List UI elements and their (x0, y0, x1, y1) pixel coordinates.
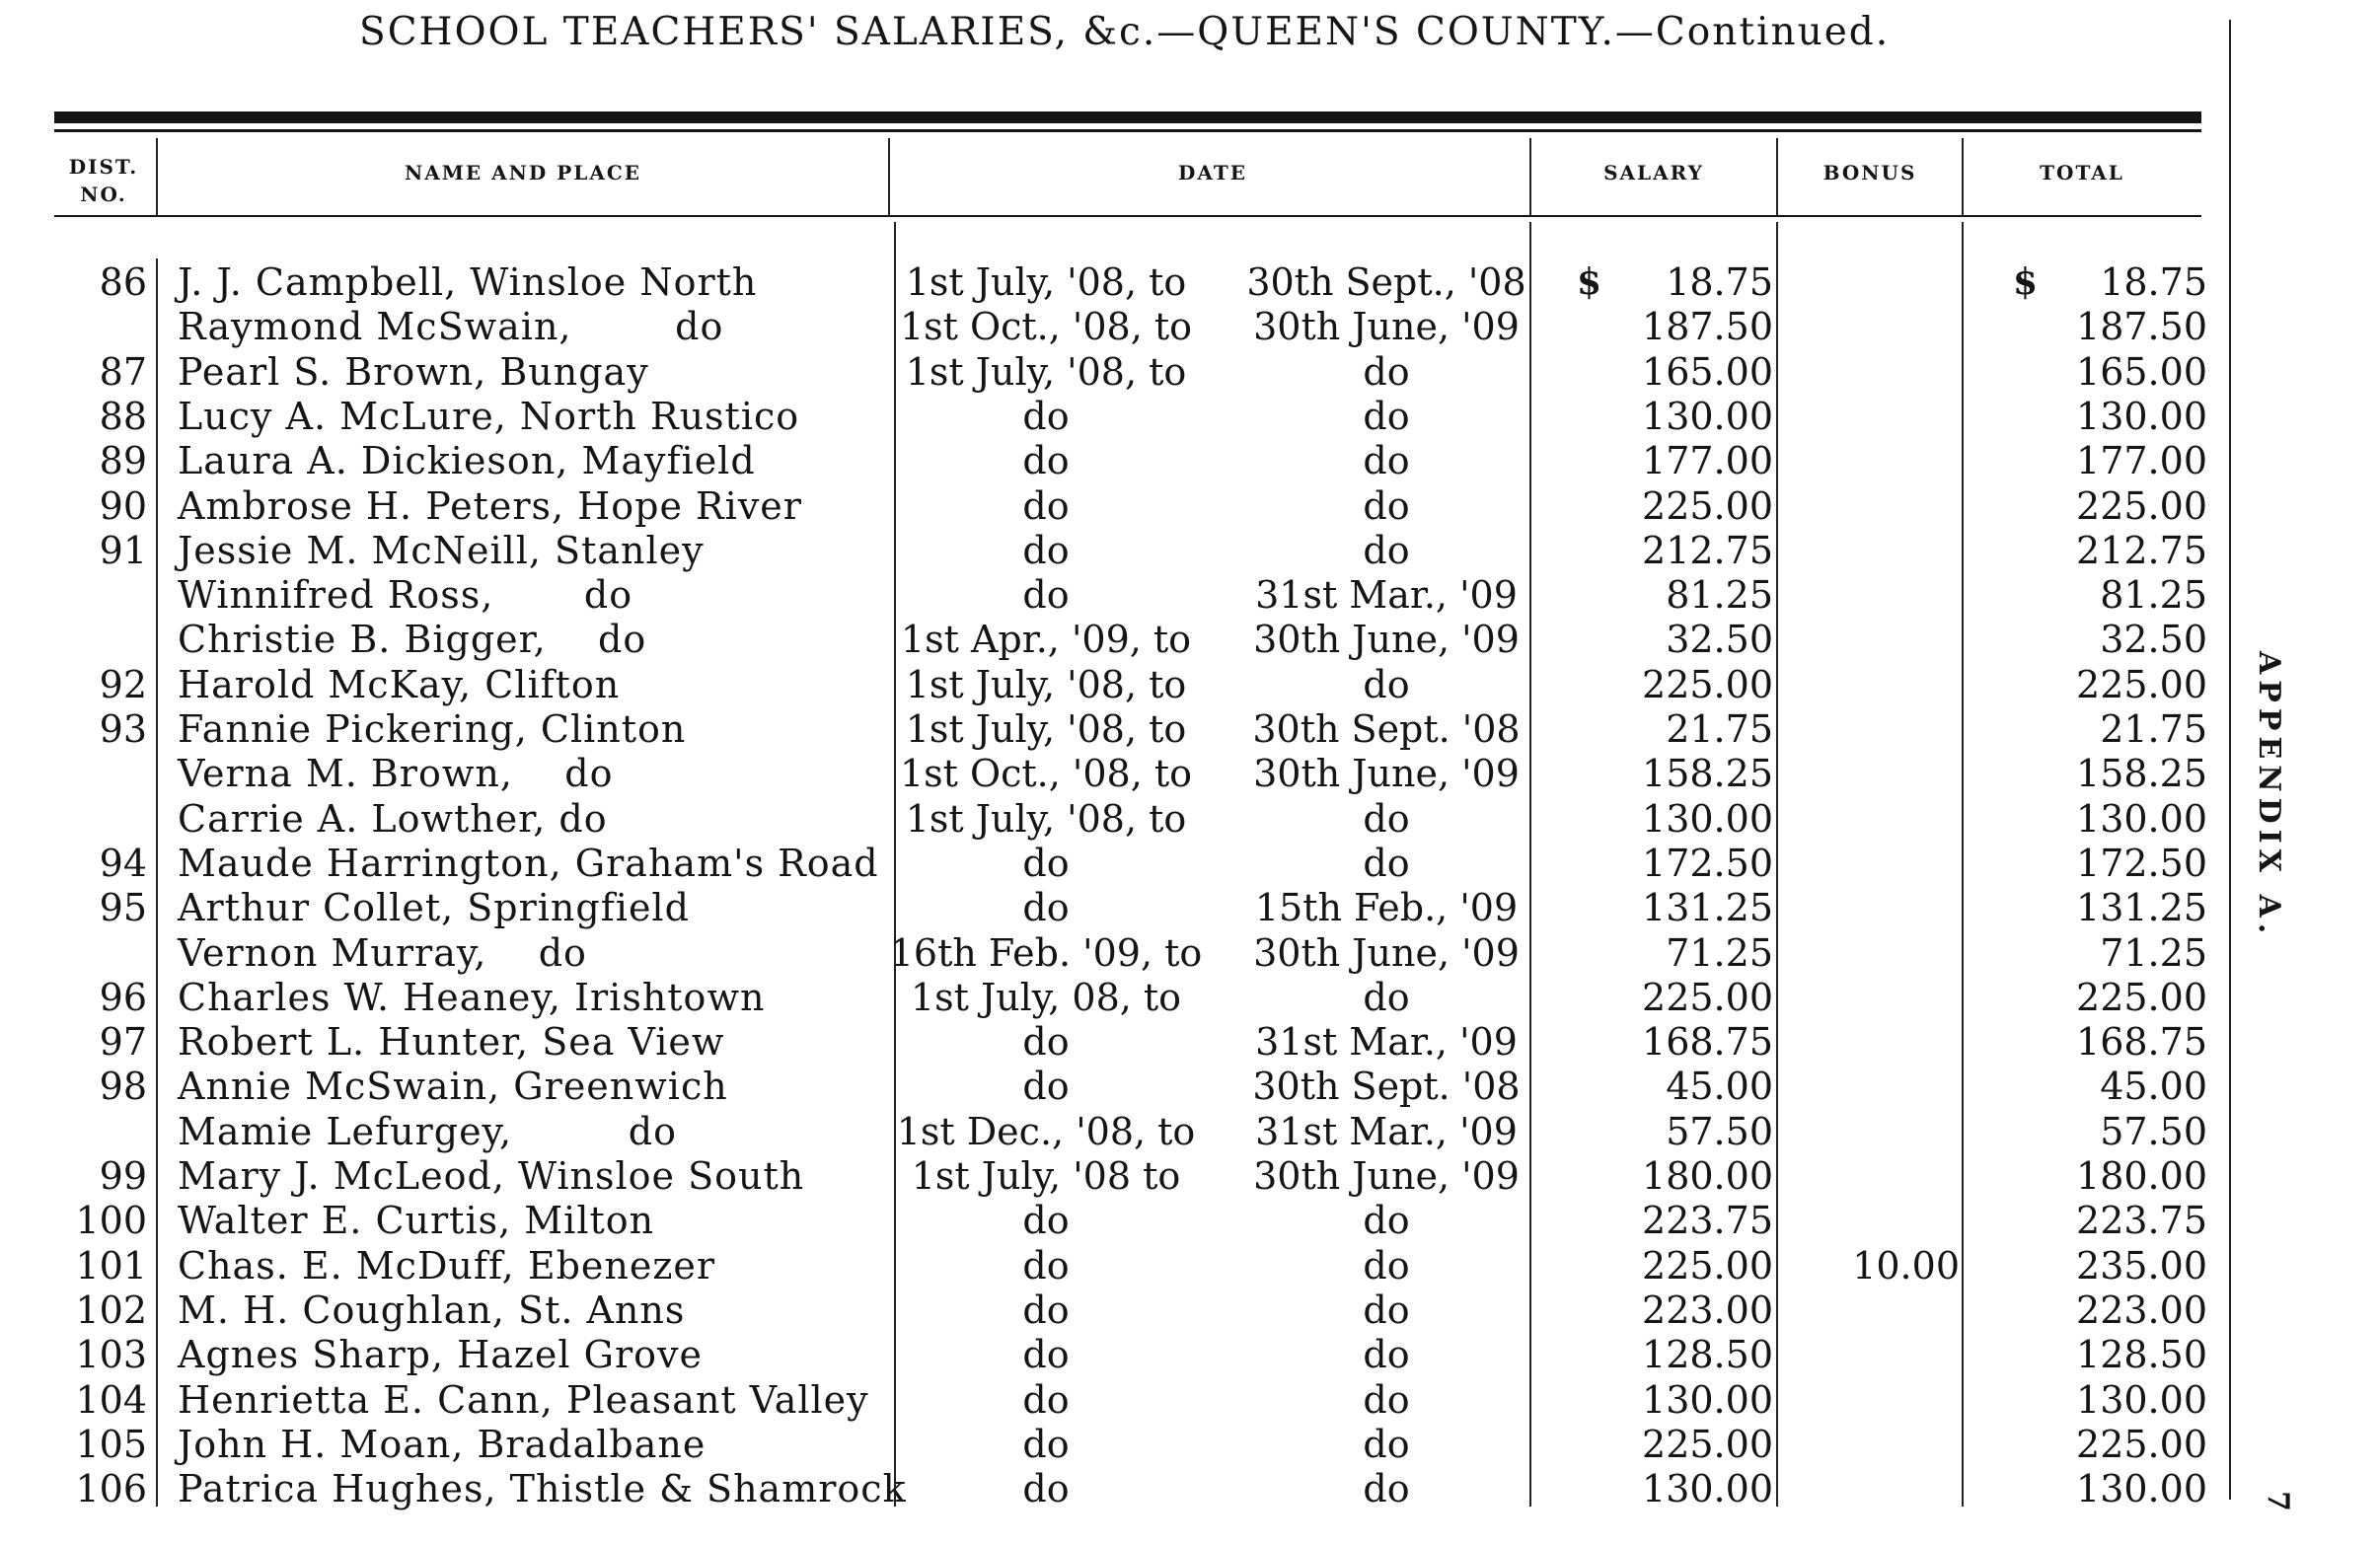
total-amount: 158.25 (2076, 752, 2207, 796)
teacher-name-place: Henrietta E. Cann, Pleasant Valley (178, 1377, 869, 1422)
total-amount: 223.75 (2076, 1199, 2207, 1243)
table-row (0, 752, 2210, 796)
total-amount: 45.00 (2100, 1065, 2207, 1109)
date-from: 1st July, '08 to (911, 1154, 1181, 1198)
teacher-name-place: Lucy A. McLure, North Rustico (178, 394, 800, 438)
dist-number (54, 1110, 147, 1154)
date-from: do (1022, 1020, 1070, 1065)
salary-amount: 225.00 (1642, 1422, 1773, 1466)
header-thick-rule (54, 111, 2201, 123)
table-row (0, 931, 2210, 976)
bonus-amount (1776, 1333, 1960, 1377)
teacher-name-place: J. J. Campbell, Winsloe North (178, 260, 758, 304)
total-amount: 225.00 (2076, 975, 2207, 1019)
table-row (0, 1467, 2210, 1511)
salary-amount: 130.00 (1642, 1467, 1773, 1511)
bonus-amount (1776, 1288, 1960, 1333)
date-to: do (1363, 528, 1410, 572)
table-row (0, 395, 2210, 439)
bonus-amount (1776, 1378, 1960, 1423)
total-amount: 177.00 (2076, 439, 2207, 483)
date-to: do (1363, 1377, 1410, 1422)
header-total: TOTAL (2040, 161, 2124, 184)
date-from: 1st Dec., '08, to (896, 1109, 1196, 1153)
dist-number: 89 (99, 439, 147, 483)
table-row (0, 663, 2210, 707)
teacher-name-place: Christie B. Bigger, do (178, 618, 647, 662)
dist-number: 88 (99, 394, 147, 438)
header-no-label: NO. (80, 183, 127, 206)
total-amount: 172.50 (2076, 841, 2207, 885)
salary-amount: 18.75 (1666, 260, 1773, 304)
table-row (0, 1288, 2210, 1333)
teacher-name-place: Patrica Hughes, Thistle & Shamrock (178, 1467, 907, 1511)
total-amount: 130.00 (2076, 394, 2207, 438)
table-row (0, 350, 2210, 395)
teacher-name-place: Raymond McSwain, do (178, 305, 724, 349)
bonus-amount (1776, 1020, 1960, 1065)
date-to: do (1363, 1333, 1410, 1377)
bonus-amount (1776, 350, 1960, 395)
total-amount: 131.25 (2076, 886, 2207, 930)
total-amount: 21.75 (2100, 707, 2207, 751)
dist-number (54, 618, 147, 662)
total-currency-symbol: $ (2013, 261, 2039, 303)
dist-number: 86 (99, 260, 147, 304)
salary-amount: 223.75 (1642, 1199, 1773, 1243)
table-row (0, 618, 2210, 662)
dist-number: 106 (75, 1467, 147, 1511)
table-row (0, 707, 2210, 752)
dist-number (54, 305, 147, 349)
dist-number: 94 (99, 841, 147, 885)
date-to: 31st Mar., '09 (1255, 1020, 1518, 1065)
dist-number: 90 (99, 483, 147, 528)
teacher-name-place: Charles W. Heaney, Irishtown (178, 975, 766, 1019)
bonus-amount (1776, 886, 1960, 930)
table-row (0, 1378, 2210, 1423)
total-amount: 235.00 (2076, 1243, 2207, 1288)
total-amount: 128.50 (2076, 1333, 2207, 1377)
salary-amount: 45.00 (1666, 1065, 1773, 1109)
table-row (0, 797, 2210, 842)
dist-number: 103 (75, 1333, 147, 1377)
salary-amount: 172.50 (1642, 841, 1773, 885)
table-row (0, 305, 2210, 349)
teacher-name-place: Walter E. Curtis, Milton (178, 1199, 655, 1243)
salary-amount: 32.50 (1666, 618, 1773, 662)
date-to: 30th June, '09 (1253, 618, 1520, 662)
bonus-amount (1776, 1199, 1960, 1243)
date-from: 1st July, '08, to (905, 796, 1187, 841)
dist-number: 87 (99, 349, 147, 394)
bonus-amount (1776, 484, 1960, 529)
date-to: do (1363, 483, 1410, 528)
total-amount: 225.00 (2076, 1422, 2207, 1466)
date-from: 1st Oct., '08, to (899, 752, 1193, 796)
salary-amount: 187.50 (1642, 305, 1773, 349)
bonus-amount (1776, 395, 1960, 439)
salary-amount: 130.00 (1642, 1377, 1773, 1422)
salary-amount: 57.50 (1666, 1109, 1773, 1153)
table-row (0, 1020, 2210, 1065)
salary-amount: 81.25 (1666, 573, 1773, 618)
dist-number: 91 (99, 528, 147, 572)
table-row (0, 439, 2210, 483)
dist-number (54, 573, 147, 618)
salary-amount: 168.75 (1642, 1020, 1773, 1065)
salary-amount: 130.00 (1642, 394, 1773, 438)
date-to: do (1363, 796, 1410, 841)
date-to: 30th June, '09 (1253, 1154, 1520, 1198)
appendix-side-label: APPENDIX A. (2252, 651, 2286, 940)
table-row (0, 1110, 2210, 1154)
date-from: do (1022, 1199, 1070, 1243)
bonus-amount (1776, 976, 1960, 1020)
bonus-amount (1776, 305, 1960, 349)
date-to: do (1363, 439, 1410, 483)
dist-number (54, 931, 147, 976)
date-from: 1st Apr., '09, to (900, 618, 1192, 662)
dist-number: 100 (75, 1199, 147, 1243)
date-from: do (1022, 886, 1070, 930)
bonus-amount (1776, 1154, 1960, 1199)
salary-amount: 177.00 (1642, 439, 1773, 483)
teacher-name-place: Maude Harrington, Graham's Road (178, 841, 879, 885)
date-to: 31st Mar., '09 (1255, 573, 1518, 618)
total-amount: 225.00 (2076, 662, 2207, 706)
date-to: do (1363, 394, 1410, 438)
salary-amount: 71.25 (1666, 930, 1773, 975)
date-from: do (1022, 1467, 1070, 1511)
total-amount: 130.00 (2076, 1377, 2207, 1422)
dist-number: 105 (75, 1422, 147, 1466)
date-from: do (1022, 841, 1070, 885)
table-row (0, 529, 2210, 573)
teacher-name-place: Ambrose H. Peters, Hope River (178, 483, 802, 528)
bonus-amount (1776, 260, 1960, 305)
teacher-name-place: Robert L. Hunter, Sea View (178, 1020, 725, 1065)
date-to: do (1363, 349, 1410, 394)
date-to: 30th Sept., '08 (1246, 260, 1526, 304)
salary-amount: 225.00 (1642, 975, 1773, 1019)
column-divider (888, 138, 890, 215)
date-to: do (1363, 1288, 1410, 1332)
bonus-amount (1776, 797, 1960, 842)
bonus-amount (1776, 752, 1960, 796)
total-amount: 225.00 (2076, 483, 2207, 528)
header-dist-label: DIST. (68, 155, 139, 179)
total-amount: 168.75 (2076, 1020, 2207, 1065)
table-row (0, 886, 2210, 930)
teacher-name-place: Carrie A. Lowther, do (178, 796, 608, 841)
bonus-amount (1776, 1110, 1960, 1154)
page-edge-line (2229, 20, 2231, 1500)
salary-amount: 165.00 (1642, 349, 1773, 394)
total-amount: 18.75 (2100, 260, 2207, 304)
teacher-name-place: Mary J. McLeod, Winsloe South (178, 1154, 805, 1198)
date-to: 31st Mar., '09 (1255, 1109, 1518, 1153)
salary-amount: 158.25 (1642, 752, 1773, 796)
date-from: 1st July, '08, to (905, 349, 1187, 394)
date-to: 30th Sept. '08 (1252, 1065, 1521, 1109)
date-to: 30th June, '09 (1253, 305, 1520, 349)
dist-number: 104 (75, 1377, 147, 1422)
total-amount: 130.00 (2076, 1467, 2207, 1511)
total-amount: 71.25 (2100, 930, 2207, 975)
bonus-amount (1776, 1467, 1960, 1511)
dist-number (54, 797, 147, 842)
total-amount: 187.50 (2076, 305, 2207, 349)
date-to: do (1363, 975, 1410, 1019)
total-amount: 32.50 (2100, 618, 2207, 662)
total-amount: 212.75 (2076, 528, 2207, 572)
bonus-amount: 10.00 (1852, 1243, 1960, 1288)
date-to: do (1363, 841, 1410, 885)
bonus-amount (1776, 842, 1960, 886)
date-from: 1st July, '08, to (905, 260, 1187, 304)
total-amount: 57.50 (2100, 1109, 2207, 1153)
teacher-name-place: Harold McKay, Clifton (178, 662, 621, 706)
salary-amount: 225.00 (1642, 483, 1773, 528)
bonus-amount (1776, 1423, 1960, 1467)
date-from: 1st Oct., '08, to (899, 305, 1193, 349)
salary-amount: 21.75 (1666, 707, 1773, 751)
bonus-amount (1776, 618, 1960, 662)
header-date: DATE (1178, 161, 1247, 184)
date-to: 15th Feb., '09 (1254, 886, 1519, 930)
date-to: 30th June, '09 (1253, 752, 1520, 796)
teacher-name-place: Agnes Sharp, Hazel Grove (178, 1333, 704, 1377)
date-from: do (1022, 573, 1070, 618)
date-to: do (1363, 1199, 1410, 1243)
date-from: do (1022, 528, 1070, 572)
total-amount: 81.25 (2100, 573, 2207, 618)
header-salary: SALARY (1603, 161, 1704, 184)
salary-amount: 225.00 (1642, 1243, 1773, 1288)
date-to: do (1363, 1467, 1410, 1511)
table-row (0, 1423, 2210, 1467)
date-from: do (1022, 394, 1070, 438)
bonus-amount (1776, 707, 1960, 752)
date-from: do (1022, 1065, 1070, 1109)
header-dist-no (54, 153, 153, 208)
date-from: do (1022, 1243, 1070, 1288)
teacher-name-place: M. H. Coughlan, St. Anns (178, 1288, 686, 1332)
dist-number: 102 (75, 1288, 147, 1332)
dist-number: 98 (99, 1065, 147, 1109)
salary-amount: 128.50 (1642, 1333, 1773, 1377)
total-amount: 130.00 (2076, 796, 2207, 841)
total-amount: 223.00 (2076, 1288, 2207, 1332)
date-from: do (1022, 1333, 1070, 1377)
table-row (0, 573, 2210, 618)
dist-number: 95 (99, 886, 147, 930)
salary-amount: 223.00 (1642, 1288, 1773, 1332)
salary-amount: 212.75 (1642, 528, 1773, 572)
teacher-name-place: Pearl S. Brown, Bungay (178, 349, 649, 394)
table-row (0, 1199, 2210, 1243)
header-bonus: BONUS (1822, 161, 1917, 184)
teacher-name-place: Verna M. Brown, do (178, 752, 614, 796)
salary-amount: 130.00 (1642, 796, 1773, 841)
salary-amount: 131.25 (1642, 886, 1773, 930)
salary-currency-symbol: $ (1577, 261, 1602, 303)
teacher-name-place: Laura A. Dickieson, Mayfield (178, 439, 756, 483)
date-from: do (1022, 1288, 1070, 1332)
header-name-and-place: NAME AND PLACE (404, 161, 642, 184)
table-row (0, 1154, 2210, 1199)
date-to: 30th Sept. '08 (1252, 707, 1521, 751)
salary-amount: 180.00 (1642, 1154, 1773, 1198)
date-from: 1st July, 08, to (910, 975, 1182, 1019)
total-amount: 180.00 (2076, 1154, 2207, 1198)
teacher-name-place: Annie McSwain, Greenwich (178, 1065, 728, 1109)
teacher-name-place: Winnifred Ross, do (178, 573, 633, 618)
bonus-amount (1776, 1065, 1960, 1109)
date-from: do (1022, 439, 1070, 483)
teacher-name-place: Fannie Pickering, Clinton (178, 707, 687, 751)
date-to: do (1363, 1422, 1410, 1466)
dist-number: 99 (99, 1154, 147, 1198)
bonus-amount (1776, 663, 1960, 707)
salary-amount: 225.00 (1642, 662, 1773, 706)
table-row (0, 1333, 2210, 1377)
teacher-name-place: Arthur Collet, Springfield (178, 886, 690, 930)
dist-number: 93 (99, 707, 147, 751)
teacher-name-place: Chas. E. McDuff, Ebenezer (178, 1243, 716, 1288)
dist-number: 97 (99, 1020, 147, 1065)
dist-number (54, 752, 147, 796)
date-from: do (1022, 1422, 1070, 1466)
date-to: do (1363, 1243, 1410, 1288)
bonus-amount (1776, 931, 1960, 976)
page-number: 7 (2260, 1491, 2295, 1511)
date-from: 16th Feb. '09, to (889, 930, 1203, 975)
page-title: SCHOOL TEACHERS' SALARIES, &c.—QUEEN'S COUNTY.—Continued. (359, 10, 1891, 54)
header-thin-rule (54, 129, 2201, 132)
date-from: 1st July, '08, to (905, 662, 1187, 706)
date-from: do (1022, 1377, 1070, 1422)
total-amount: 165.00 (2076, 349, 2207, 394)
teacher-name-place: Jessie M. McNeill, Stanley (178, 528, 705, 572)
column-header-rule (54, 215, 2201, 217)
date-to: do (1363, 662, 1410, 706)
bonus-amount (1776, 573, 1960, 618)
table-row (0, 484, 2210, 529)
date-from: 1st July, '08, to (905, 707, 1187, 751)
dist-number: 92 (99, 662, 147, 706)
dist-number: 96 (99, 975, 147, 1019)
table-row (0, 1244, 2210, 1288)
teacher-name-place: Mamie Lefurgey, do (178, 1109, 677, 1153)
date-to: 30th June, '09 (1253, 930, 1520, 975)
table-row (0, 842, 2210, 886)
teacher-name-place: John H. Moan, Bradalbane (178, 1422, 707, 1466)
bonus-amount (1776, 439, 1960, 483)
dist-number: 101 (75, 1243, 147, 1288)
table-row (0, 260, 2210, 305)
date-from: do (1022, 483, 1070, 528)
table-row (0, 976, 2210, 1020)
teacher-name-place: Vernon Murray, do (178, 930, 587, 975)
bonus-amount (1776, 529, 1960, 573)
table-row (0, 1065, 2210, 1109)
